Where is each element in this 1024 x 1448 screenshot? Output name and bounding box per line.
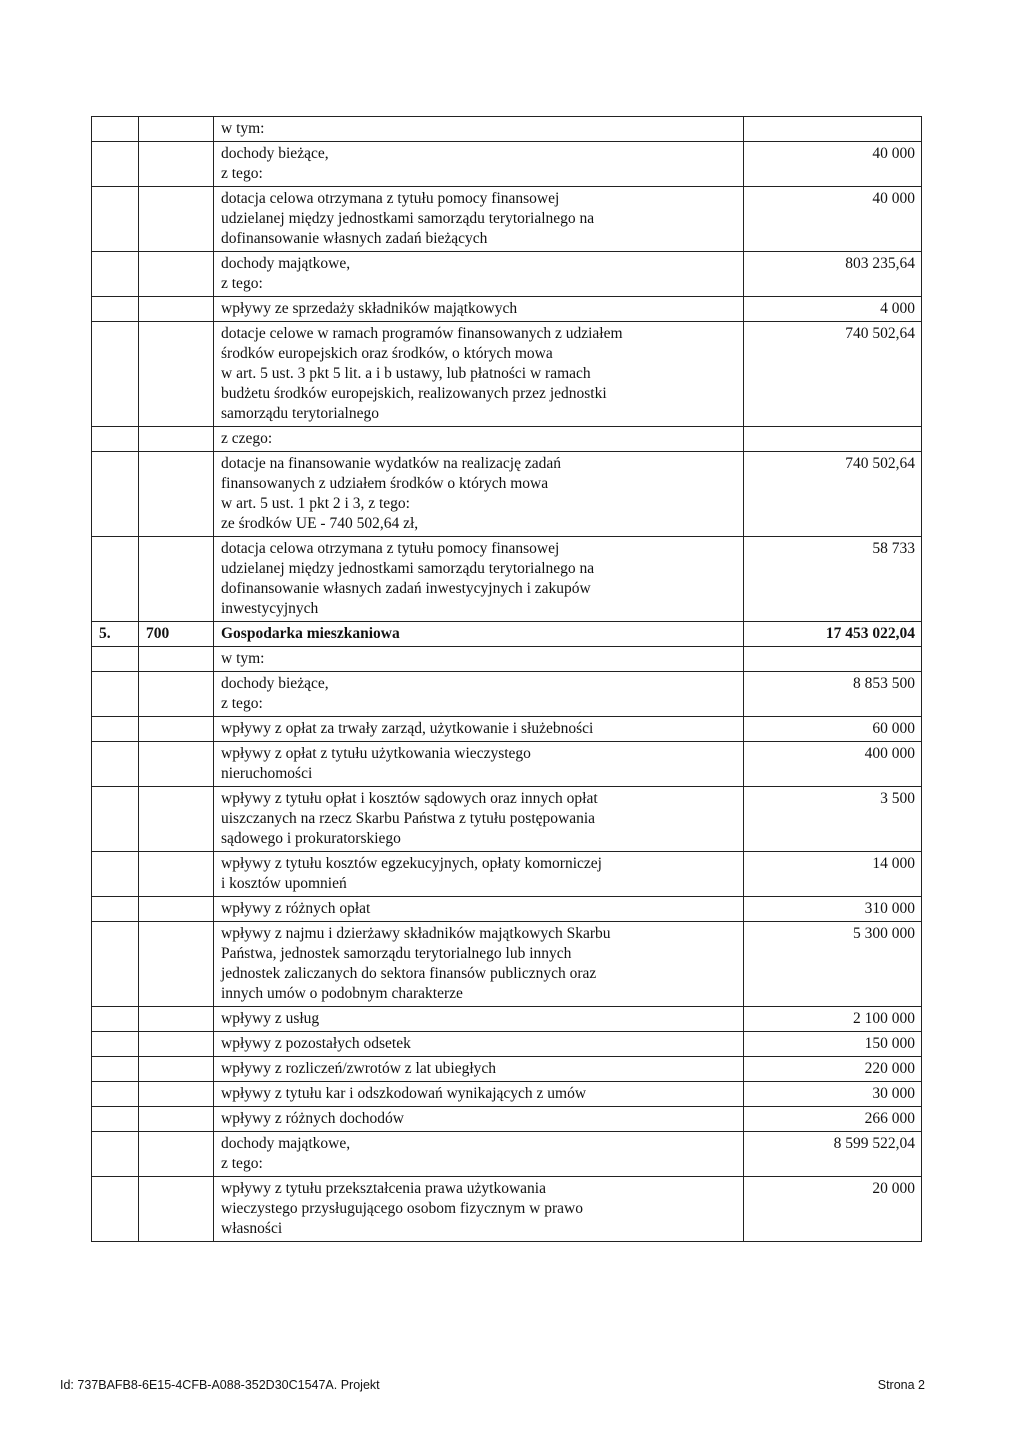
amount-cell [744, 117, 922, 142]
division-code-cell [139, 297, 214, 322]
item-number-cell [92, 647, 139, 672]
description-cell [214, 322, 744, 427]
table-row [92, 647, 922, 672]
description-line: wpływy ze sprzedaży składników majątkowych [221, 300, 518, 317]
amount-cell: 150 000 [744, 1032, 922, 1057]
description-line: własności [221, 1220, 283, 1237]
description-line: ze środków UE - 740 502,64 zł, [221, 515, 419, 532]
description-cell [214, 427, 744, 452]
description-cell [214, 1007, 744, 1032]
division-code-cell [139, 1032, 214, 1057]
division-code-cell [139, 1007, 214, 1032]
table-row [92, 142, 922, 187]
item-number-cell [92, 427, 139, 452]
item-number-cell [92, 1132, 139, 1177]
table-row [92, 252, 922, 297]
item-number-cell [92, 717, 139, 742]
table-row [92, 672, 922, 717]
division-code-cell [139, 1107, 214, 1132]
table-row [92, 1107, 922, 1132]
table-row [92, 187, 922, 252]
amount-cell: 40 000 [744, 142, 922, 187]
division-code-cell [139, 787, 214, 852]
item-number-cell [92, 742, 139, 787]
division-code-cell [139, 1177, 214, 1242]
division-code-cell [139, 142, 214, 187]
description-line: z tego: [221, 1155, 263, 1172]
table-row [92, 852, 922, 897]
description-line: wpływy z tytułu kosztów egzekucyjnych, opłaty komorniczej [221, 855, 602, 872]
description-line: innych umów o podobnym charakterze [221, 985, 463, 1002]
description-line: wpływy z najmu i dzierżawy składników majątkowych Skarbu [221, 925, 611, 942]
description-cell [214, 897, 744, 922]
amount-cell [744, 427, 922, 452]
description-line: inwestycyjnych [221, 600, 319, 617]
description-line: wieczystego przysługującego osobom fizycznym w prawo [221, 1200, 583, 1217]
description-line: wpływy z usług [221, 1010, 320, 1027]
description-line: wpływy z opłat z tytułu użytkowania wieczystego [221, 745, 531, 762]
table-row [92, 297, 922, 322]
item-number-cell [92, 142, 139, 187]
description-cell [214, 647, 744, 672]
division-code-cell [139, 1132, 214, 1177]
table-row [92, 1177, 922, 1242]
amount-cell: 266 000 [744, 1107, 922, 1132]
description-cell [214, 1177, 744, 1242]
division-code-cell [139, 187, 214, 252]
amount-cell: 58 733 [744, 537, 922, 622]
amount-cell: 4 000 [744, 297, 922, 322]
division-code-cell [139, 647, 214, 672]
amount-cell: 740 502,64 [744, 452, 922, 537]
amount-cell: 60 000 [744, 717, 922, 742]
division-code-cell [139, 322, 214, 427]
amount-cell: 20 000 [744, 1177, 922, 1242]
table-row [92, 1032, 922, 1057]
item-number-cell [92, 1007, 139, 1032]
description-cell [214, 537, 744, 622]
description-cell [214, 672, 744, 717]
amount-cell: 14 000 [744, 852, 922, 897]
description-line: jednostek zaliczanych do sektora finansów publicznych oraz [221, 965, 597, 982]
division-code-cell [139, 1082, 214, 1107]
division-code-cell [139, 717, 214, 742]
table-row [92, 1057, 922, 1082]
description-cell [214, 452, 744, 537]
description-cell [214, 1082, 744, 1107]
description-line: w tym: [221, 120, 265, 137]
page-footer [60, 1378, 925, 1392]
table-row [92, 117, 922, 142]
description-line: finansowanych z udziałem środków o których mowa [221, 475, 549, 492]
description-line: wpływy z różnych opłat [221, 900, 371, 917]
description-line: dofinansowanie własnych zadań bieżących [221, 230, 488, 247]
description-cell [214, 187, 744, 252]
description-line: w art. 5 ust. 1 pkt 2 i 3, z tego: [221, 495, 410, 512]
division-code-cell [139, 452, 214, 537]
description-cell [214, 787, 744, 852]
amount-cell: 400 000 [744, 742, 922, 787]
division-code-cell: 700 [139, 622, 214, 647]
description-line: wpływy z tytułu kar i odszkodowań wynikających z umów [221, 1085, 587, 1102]
division-code-cell [139, 742, 214, 787]
description-line: wpływy z opłat za trwały zarząd, użytkowanie i służebności [221, 720, 594, 737]
description-cell [214, 1032, 744, 1057]
description-line: w tym: [221, 650, 265, 667]
division-code-cell [139, 852, 214, 897]
description-line: dochody majątkowe, [221, 1135, 351, 1152]
description-line: samorządu terytorialnego [221, 405, 379, 422]
description-line: budżetu środków europejskich, realizowanych przez jednostki [221, 385, 607, 402]
division-code-cell [139, 117, 214, 142]
amount-cell: 220 000 [744, 1057, 922, 1082]
description-line: dotacja celowa otrzymana z tytułu pomocy finansowej [221, 190, 560, 207]
amount-cell: 310 000 [744, 897, 922, 922]
item-number-cell [92, 672, 139, 717]
item-number-cell [92, 787, 139, 852]
description-line: udzielanej między jednostkami samorządu terytorialnego na [221, 210, 595, 227]
amount-cell: 17 453 022,04 [744, 622, 922, 647]
item-number-cell [92, 187, 139, 252]
table-row [92, 452, 922, 537]
description-line: wpływy z rozliczeń/zwrotów z lat ubiegłych [221, 1060, 497, 1077]
description-cell [214, 1057, 744, 1082]
amount-cell: 5 300 000 [744, 922, 922, 1007]
table-row [92, 897, 922, 922]
item-number-cell [92, 252, 139, 297]
amount-cell: 3 500 [744, 787, 922, 852]
item-number-cell [92, 1057, 139, 1082]
item-number-cell [92, 1032, 139, 1057]
description-line: dotacje na finansowanie wydatków na realizację zadań [221, 455, 561, 472]
description-cell [214, 852, 744, 897]
description-line: w art. 5 ust. 3 pkt 5 lit. a i b ustawy, lub płatności w ramach [221, 365, 591, 382]
table-row [92, 427, 922, 452]
description-cell [214, 622, 744, 647]
description-line: z tego: [221, 695, 263, 712]
description-cell [214, 117, 744, 142]
description-line: wpływy z różnych dochodów [221, 1110, 404, 1127]
amount-cell: 30 000 [744, 1082, 922, 1107]
table-row [92, 1007, 922, 1032]
table-row [92, 922, 922, 1007]
item-number-cell [92, 297, 139, 322]
revenue-table-body [92, 117, 922, 1242]
description-line: wpływy z tytułu opłat i kosztów sądowych oraz innych opłat [221, 790, 598, 807]
description-cell [214, 252, 744, 297]
description-line: uiszczanych na rzecz Skarbu Państwa z tytułu postępowania [221, 810, 596, 827]
table-row [92, 787, 922, 852]
description-cell [214, 717, 744, 742]
revenue-table [91, 116, 922, 1242]
description-line: środków europejskich oraz środków, o których mowa [221, 345, 553, 362]
description-line: Państwa, jednostek samorządu terytorialnego lub innych [221, 945, 572, 962]
item-number-cell: 5. [92, 622, 139, 647]
table-row [92, 1082, 922, 1107]
item-number-cell [92, 322, 139, 427]
description-cell [214, 142, 744, 187]
description-line: nieruchomości [221, 765, 313, 782]
description-line: i kosztów upomnień [221, 875, 347, 892]
description-line: z tego: [221, 275, 263, 292]
description-cell [214, 742, 744, 787]
item-number-cell [92, 1177, 139, 1242]
item-number-cell [92, 852, 139, 897]
table-row [92, 1132, 922, 1177]
amount-cell: 740 502,64 [744, 322, 922, 427]
page-number: Strona 2 [877, 1378, 925, 1392]
division-code-cell [139, 537, 214, 622]
amount-cell: 2 100 000 [744, 1007, 922, 1032]
amount-cell: 40 000 [744, 187, 922, 252]
item-number-cell [92, 537, 139, 622]
amount-cell: 8 599 522,04 [744, 1132, 922, 1177]
division-code-cell [139, 1057, 214, 1082]
description-line: dochody majątkowe, [221, 255, 351, 272]
description-cell [214, 1132, 744, 1177]
description-line: dochody bieżące, [221, 145, 329, 162]
division-code-cell [139, 897, 214, 922]
description-line: Gospodarka mieszkaniowa [221, 625, 400, 642]
description-line: udzielanej między jednostkami samorządu terytorialnego na [221, 560, 595, 577]
description-line: wpływy z tytułu przekształcenia prawa użytkowania [221, 1180, 546, 1197]
item-number-cell [92, 452, 139, 537]
amount-cell: 8 853 500 [744, 672, 922, 717]
description-line: z czego: [221, 430, 273, 447]
table-row [92, 717, 922, 742]
section-row [92, 622, 922, 647]
description-line: dotacje celowe w ramach programów finansowanych z udziałem [221, 325, 623, 342]
item-number-cell [92, 897, 139, 922]
description-line: dofinansowanie własnych zadań inwestycyjnych i zakupów [221, 580, 591, 597]
item-number-cell [92, 1082, 139, 1107]
document-id: Id: 737BAFB8-6E15-4CFB-A088-352D30C1547A. Projekt [60, 1378, 380, 1392]
division-code-cell [139, 427, 214, 452]
item-number-cell [92, 117, 139, 142]
description-line: dochody bieżące, [221, 675, 329, 692]
division-code-cell [139, 672, 214, 717]
amount-cell: 803 235,64 [744, 252, 922, 297]
description-cell [214, 297, 744, 322]
description-cell [214, 1107, 744, 1132]
description-line: z tego: [221, 165, 263, 182]
item-number-cell [92, 1107, 139, 1132]
table-row [92, 322, 922, 427]
description-line: wpływy z pozostałych odsetek [221, 1035, 411, 1052]
division-code-cell [139, 252, 214, 297]
item-number-cell [92, 922, 139, 1007]
description-line: sądowego i prokuratorskiego [221, 830, 401, 847]
table-row [92, 742, 922, 787]
table-row [92, 537, 922, 622]
description-line: dotacja celowa otrzymana z tytułu pomocy finansowej [221, 540, 560, 557]
amount-cell [744, 647, 922, 672]
division-code-cell [139, 922, 214, 1007]
description-cell [214, 922, 744, 1007]
